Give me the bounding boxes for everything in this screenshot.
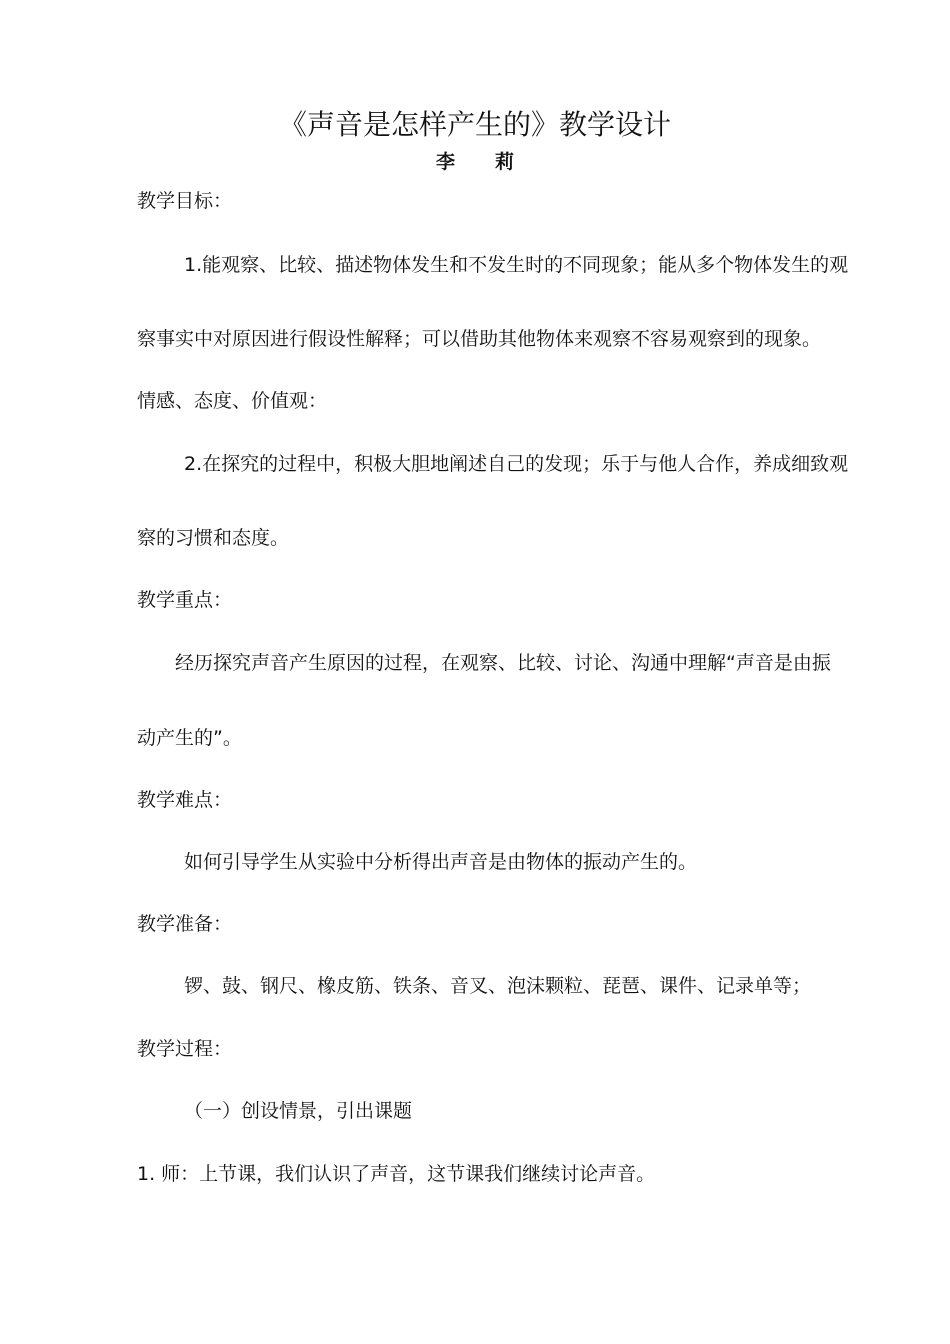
- objective-1-line-2: 察事实中对原因进行假设性解释；可以借助其他物体来观察不容易观察到的现象。: [137, 328, 822, 350]
- preparation-text: 锣、鼓、钢尺、橡皮筋、铁条、音叉、泡沫颗粒、琵琶、课件、记录单等；: [184, 975, 812, 997]
- objectives-heading: 教学目标：: [137, 190, 233, 212]
- key-point-heading: 教学重点：: [137, 589, 233, 611]
- section-1-heading: （一）创设情景，引出课题: [184, 1100, 413, 1122]
- key-point-line-2: 动产生的”。: [137, 727, 242, 749]
- emotion-heading: 情感、态度、价值观：: [137, 390, 328, 412]
- difficulty-heading: 教学难点：: [137, 789, 233, 811]
- preparation-heading: 教学准备：: [137, 913, 233, 935]
- objective-2-line-2: 察的习惯和态度。: [137, 527, 290, 549]
- step-1-text: 1. 师：上节课，我们认识了声音，这节课我们继续讨论声音。: [137, 1163, 656, 1185]
- objective-2-line-1: 2.在探究的过程中，积极大胆地阐述自己的发现；乐于与他人合作，养成细致观: [184, 453, 849, 475]
- author-name: 李莉: [435, 151, 554, 173]
- objective-1-line-1: 1.能观察、比较、描述物体发生和不发生时的不同现象；能从多个物体发生的观: [184, 254, 849, 276]
- document-title: 《声音是怎样产生的》教学设计: [278, 108, 671, 141]
- process-heading: 教学过程：: [137, 1038, 233, 1060]
- key-point-line-1: 经历探究声音产生原因的过程，在观察、比较、讨论、沟通中理解“声音是由振: [175, 652, 831, 674]
- difficulty-text: 如何引导学生从实验中分析得出声音是由物体的振动产生的。: [184, 851, 698, 873]
